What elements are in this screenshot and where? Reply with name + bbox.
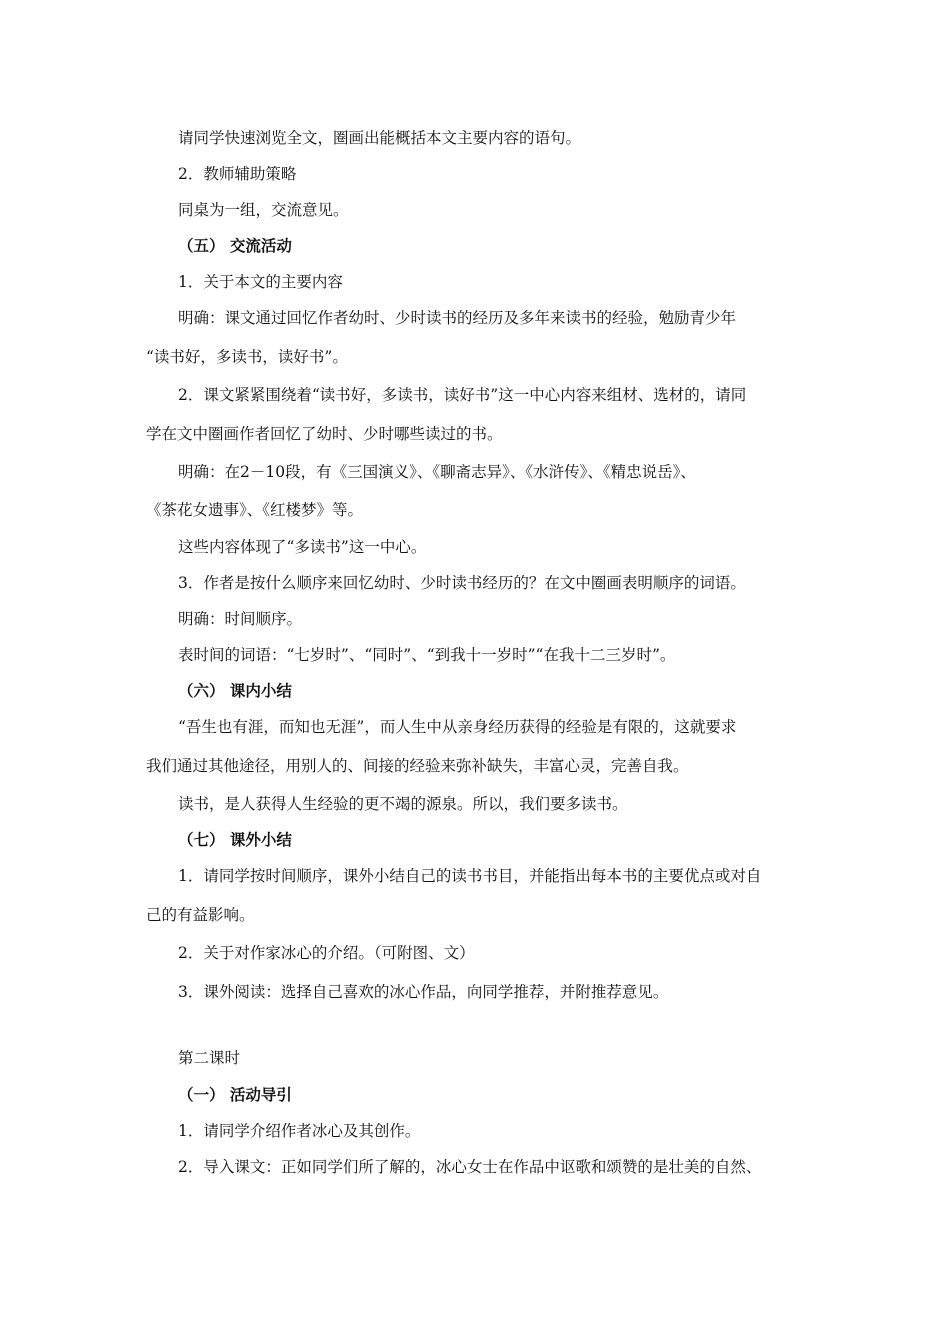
paragraph-line: 表时间的词语：“七岁时”、“同时”、“到我十一岁时”“在我十二三岁时”。 xyxy=(178,646,676,664)
paragraph-line: “吾生也有涯，而知也无涯”，而人生中从亲身经历获得的经验是有限的，这就要求 xyxy=(178,718,737,736)
paragraph-line: 1．关于本文的主要内容 xyxy=(178,273,343,291)
section-heading: （六） 课内小结 xyxy=(178,681,292,700)
paragraph-line: 1．请同学按时间顺序，课外小结自己的读书书目，并能指出每本书的主要优点或对自 xyxy=(178,867,762,885)
paragraph-line: 《茶花女遗事》、《红楼梦》等。 xyxy=(146,501,364,519)
paragraph-line: 同桌为一组，交流意见。 xyxy=(178,201,349,219)
paragraph-line: 我们通过其他途径，用别人的、间接的经验来弥补缺失，丰富心灵，完善自我。 xyxy=(146,757,689,775)
paragraph-line: 己的有益影响。 xyxy=(146,906,255,924)
paragraph-line: 2．导入课文：正如同学们所了解的，冰心女士在作品中讴歌和颂赞的是壮美的自然、 xyxy=(178,1158,762,1176)
paragraph-line: “读书好，多读书，读好书”。 xyxy=(146,348,348,366)
paragraph-line: 明确：课文通过回忆作者幼时、少时读书的经历及多年来读书的经验，勉励青少年 xyxy=(178,309,737,327)
paragraph-line: 3．课外阅读：选择自己喜欢的冰心作品，向同学推荐，并附推荐意见。 xyxy=(178,983,669,1001)
paragraph-line: 明确：时间顺序。 xyxy=(178,610,303,628)
paragraph-line: 2．教师辅助策略 xyxy=(178,165,297,183)
section-heading: （七） 课外小结 xyxy=(178,830,292,849)
paragraph-line: 这些内容体现了“多读书”这一中心。 xyxy=(178,538,427,556)
paragraph-line: 读书，是人获得人生经验的更不竭的源泉。所以，我们要多读书。 xyxy=(178,795,628,813)
paragraph-line: 学在文中圈画作者回忆了幼时、少时哪些读过的书。 xyxy=(146,425,503,443)
paragraph-line: 明确：在2－10段，有《三国演义》、《聊斋志异》、《水浒传》、《精忠说岳》、 xyxy=(178,463,696,481)
section-heading: （一） 活动导引 xyxy=(178,1085,292,1104)
lesson-title: 第二课时 xyxy=(178,1049,241,1067)
paragraph-line: 1．请同学介绍作者冰心及其创作。 xyxy=(178,1122,421,1140)
section-heading: （五） 交流活动 xyxy=(178,236,292,255)
paragraph-line: 请同学快速浏览全文，圈画出能概括本文主要内容的语句。 xyxy=(178,129,582,147)
paragraph-line: 3．作者是按什么顺序来回忆幼时、少时读书经历的？在文中圈画表明顺序的词语。 xyxy=(178,574,746,592)
paragraph-line: 2．关于对作家冰心的介绍。（可附图、文） xyxy=(178,944,475,962)
paragraph-line: 2．课文紧紧围绕着“读书好，多读书，读好书”这一中心内容来组材、选材的，请同 xyxy=(178,386,747,404)
